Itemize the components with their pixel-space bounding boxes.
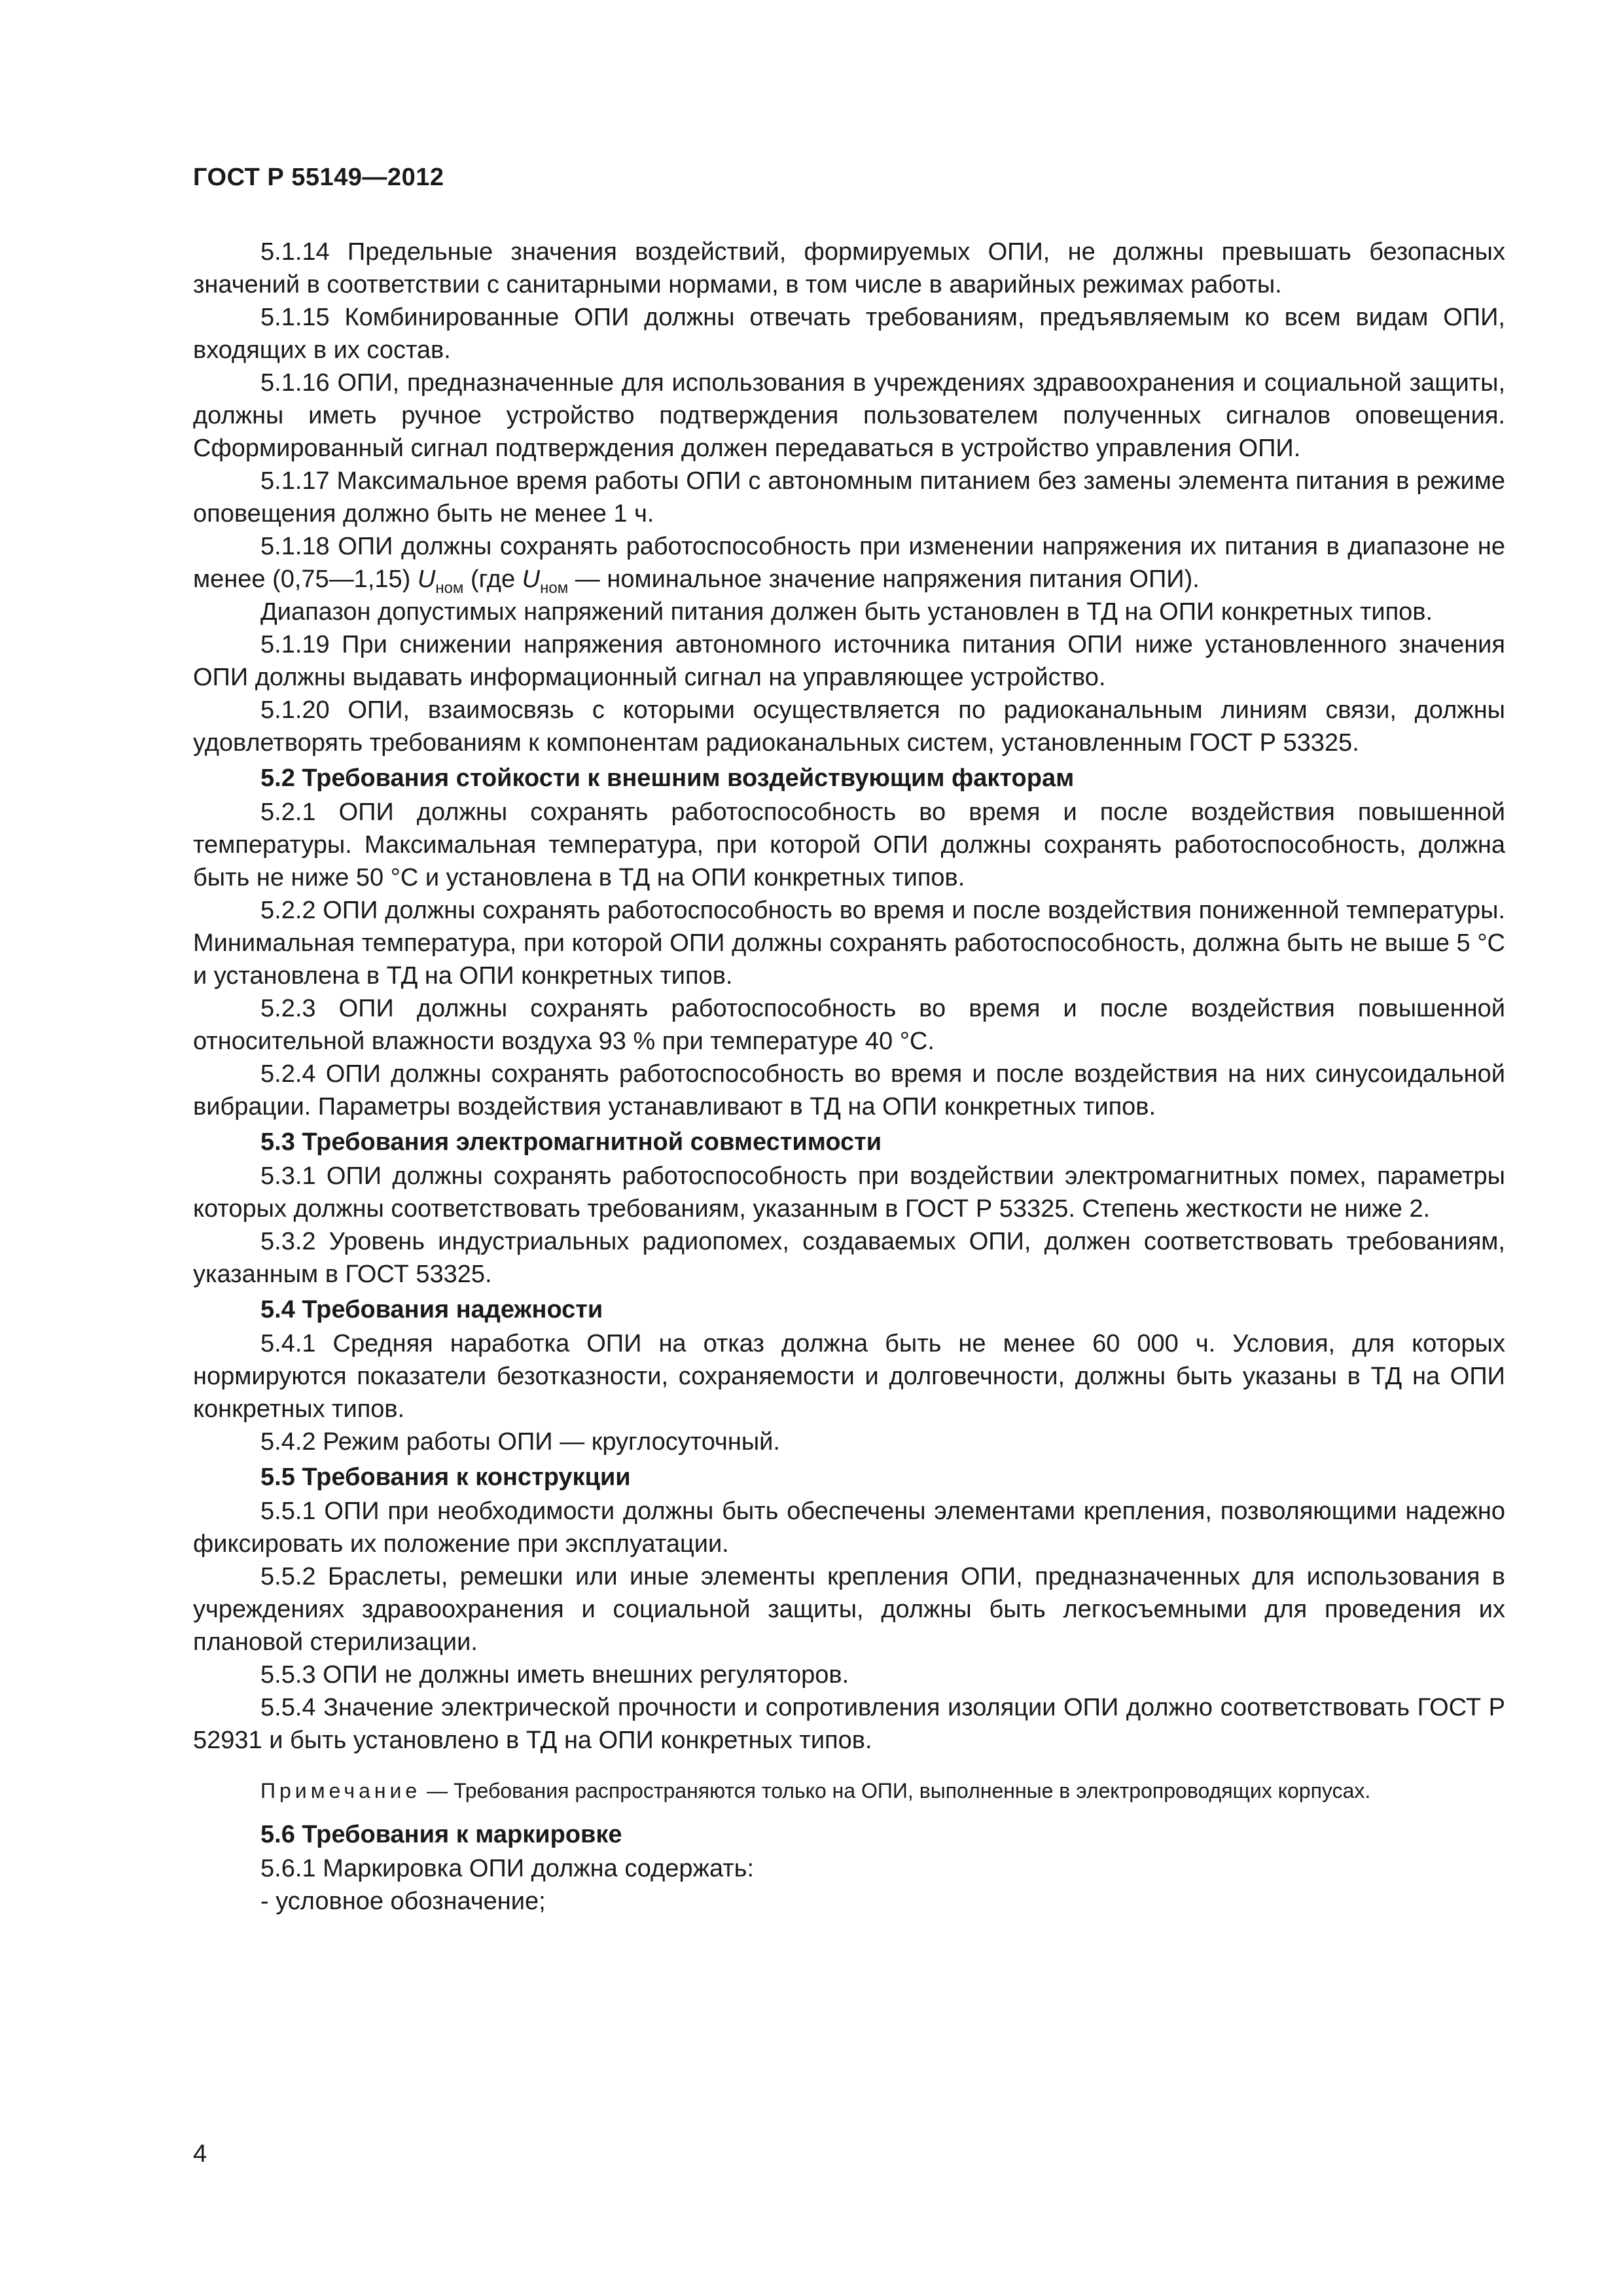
section-heading-5-4: 5.4 Требования надежности (260, 1296, 603, 1323)
paragraph-5-5-4: 5.5.4 Значение электрической прочности и сопротивления изоляции ОПИ должно соответствовать ГОСТ Р 52931 и быть установлено в ТД на ОПИ конкретных типов. (193, 1694, 1505, 1754)
paragraph-5-1-18-range: Диапазон допустимых напряжений питания должен быть установлен в ТД на ОПИ конкретных типов. (260, 598, 1433, 626)
paragraph-5-1-17: 5.1.17 Максимальное время работы ОПИ с автономным питанием без замены элемента питания в режиме оповещения должно быть не менее 1 ч. (193, 467, 1505, 528)
list-item: - условное обозначение; (260, 1888, 546, 1915)
section-heading-5-3: 5.3 Требования электромагнитной совместимости (260, 1128, 882, 1156)
paragraph-5-1-19: 5.1.19 При снижении напряжения автономного источника питания ОПИ ниже установленного значения ОПИ должны выдавать информационный сигнал на управляющее устройство. (193, 631, 1505, 691)
note-text: — Требования распространяются только на ОПИ, выполненные в электропроводящих корпусах. (421, 1779, 1371, 1803)
paragraph-5-1-20: 5.1.20 ОПИ, взаимосвязь с которыми осуществляется по радиоканальным линиям связи, должны удовлетворять требованиям к компонентам радиоканальных систем, установленным ГОСТ Р 53325. (193, 696, 1505, 757)
paragraph-5-5-3: 5.5.3 ОПИ не должны иметь внешних регуляторов. (260, 1661, 849, 1689)
paragraph-5-1-18 (193, 530, 1505, 596)
paragraph-5-3-1: 5.3.1 ОПИ должны сохранять работоспособность при воздействии электромагнитных помех, параметры которых должны соответствовать требованиям, указанным в ГОСТ Р 53325. Степень жесткости не ниже 2. (193, 1162, 1505, 1223)
section-heading-5-5: 5.5 Требования к конструкции (260, 1463, 631, 1491)
note (193, 1776, 1505, 1805)
paragraph-5-1-14: 5.1.14 Предельные значения воздействий, формируемых ОПИ, не должны превышать безопасных значений в соответствии с санитарными нормами, в том числе в аварийных режимах работы. (193, 238, 1505, 298)
paragraph-5-4-2: 5.4.2 Режим работы ОПИ — круглосуточный. (260, 1428, 780, 1456)
voltage-subscript-2: ном (540, 579, 569, 597)
paragraph-5-2-4: 5.2.4 ОПИ должны сохранять работоспособность во время и после воздействия на них синусоидальной вибрации. Параметры воздействия устанавливают в ТД на ОПИ конкретных типов. (193, 1060, 1505, 1121)
document-header: ГОСТ Р 55149—2012 (193, 164, 444, 191)
paragraph-5-2-1: 5.2.1 ОПИ должны сохранять работоспособность во время и после воздействия повышенной температуры. Максимальная температура, при которой ОПИ должны сохранять работоспособность, должна быть не ниже 50 °С и установлена в ТД на ОПИ конкретных типов. (193, 798, 1505, 891)
paragraph-5-5-1: 5.5.1 ОПИ при необходимости должны быть обеспечены элементами крепления, позволяющими надежно фиксировать их положение при эксплуатации. (193, 1498, 1505, 1558)
paragraph-5-2-2: 5.2.2 ОПИ должны сохранять работоспособность во время и после воздействия пониженной температуры. Минимальная температура, при которой ОПИ должны сохранять работоспособность, должна быть не выше 5 °С и установлена в ТД на ОПИ конкретных типов. (193, 897, 1505, 990)
paragraph-5-2-3: 5.2.3 ОПИ должны сохранять работоспособность во время и после воздействия повышенной относительной влажности воздуха 93 % при температуре 40 °С. (193, 995, 1505, 1055)
section-heading-5-6: 5.6 Требования к маркировке (260, 1821, 622, 1848)
paragraph-5-6-1: 5.6.1 Маркировка ОПИ должна содержать: (260, 1855, 755, 1882)
paragraph-5-1-16: 5.1.16 ОПИ, предназначенные для использования в учреждениях здравоохранения и социальной защиты, должны иметь ручное устройство подтверждения пользователем полученных сигналов оповещения. Сформированный сигнал подтверждения должен передаваться в устройство управления ОПИ. (193, 369, 1505, 462)
page-number: 4 (193, 2140, 207, 2168)
voltage-variable-2: U (522, 565, 541, 593)
paragraph-5-1-18-part-c: — номинальное значение напряжения питания ОПИ). (568, 565, 1200, 593)
section-heading-5-2: 5.2 Требования стойкости к внешним воздействующим факторам (260, 764, 1075, 792)
note-label: Примечание (260, 1779, 421, 1803)
paragraph-5-5-2: 5.5.2 Браслеты, ремешки или иные элементы крепления ОПИ, предназначенных для использования в учреждениях здравоохранения и социальной защиты, должны быть легкосъемными для проведения их плановой стерилизации. (193, 1563, 1505, 1656)
paragraph-5-3-2: 5.3.2 Уровень индустриальных радиопомех, создаваемых ОПИ, должен соответствовать требованиям, указанным в ГОСТ 53325. (193, 1228, 1505, 1288)
voltage-subscript: ном (435, 579, 464, 597)
voltage-variable: U (417, 565, 436, 593)
paragraph-5-1-18-part-b: (где (463, 565, 522, 593)
paragraph-5-1-15: 5.1.15 Комбинированные ОПИ должны отвечать требованиям, предъявляемым ко всем видам ОПИ, входящих в их состав. (193, 304, 1505, 364)
paragraph-5-4-1: 5.4.1 Средняя наработка ОПИ на отказ должна быть не менее 60 000 ч. Условия, для которых нормируются показатели безотказности, сохраняемости и долговечности, должны быть указаны в ТД на ОПИ конкретных типов. (193, 1330, 1505, 1423)
document-body (193, 236, 1505, 1918)
paragraph-5-1-18-part-a: 5.1.18 ОПИ должны сохранять работоспособность при изменении напряжения их питания в диапазоне не менее (0,75—1,15) (193, 533, 1505, 593)
